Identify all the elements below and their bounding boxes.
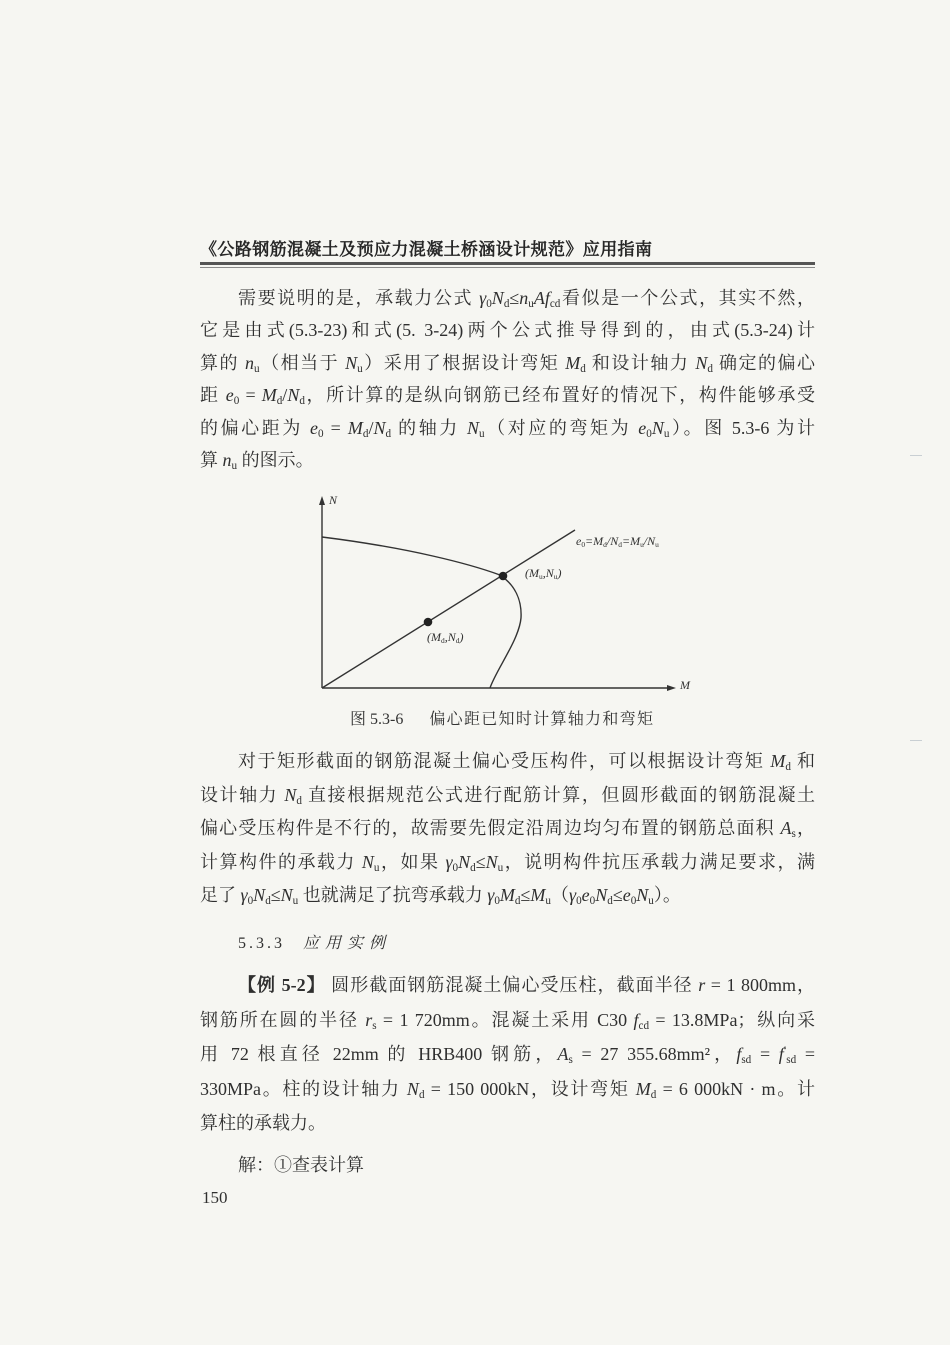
text-run: 足了: [200, 885, 241, 905]
point-ultimate-label: [525, 566, 561, 580]
math-subscript: d: [441, 636, 445, 646]
math-variable: M: [565, 352, 581, 373]
math-subscript: 0: [486, 298, 492, 311]
header-rule: [200, 262, 815, 265]
text-line: [200, 379, 815, 411]
math-subscript: s: [568, 1054, 573, 1067]
text-run: ≤: [612, 885, 623, 905]
text-run: = 150 000kN，设计弯矩: [424, 1078, 636, 1099]
math-variable: M: [499, 885, 515, 905]
math-symbol: [546, 566, 558, 580]
text-run: 设计轴力: [200, 784, 285, 805]
math-subscript: u: [497, 861, 504, 874]
math-variable: A: [780, 818, 792, 838]
point-ultimate: [499, 572, 508, 581]
n-axis-arrow: [319, 496, 325, 505]
text-run: ): [557, 566, 562, 580]
math-subscript: d: [299, 395, 305, 408]
text-run: ）。图 5.3-6 为计: [669, 417, 816, 438]
math-subscript: d: [296, 794, 302, 807]
math-variable: n: [245, 352, 255, 373]
math-variable: N: [280, 885, 293, 905]
math-subscript: u: [528, 298, 534, 311]
math-symbol: [445, 852, 458, 872]
math-variable: N: [636, 885, 649, 905]
math-subscript: 0: [576, 895, 582, 908]
math-variable: N: [545, 566, 554, 580]
text-run: 钢筋所在圆的半径: [200, 1009, 366, 1030]
text-line: [200, 1106, 815, 1141]
math-variable: N: [485, 851, 498, 872]
math-symbol: [530, 885, 551, 908]
math-variable: γ: [487, 885, 495, 905]
text-run: =: [621, 534, 631, 548]
math-subscript: 0: [247, 895, 254, 908]
math-symbol: [736, 1044, 752, 1067]
text-line: [200, 968, 815, 1003]
text-line: [200, 1003, 815, 1038]
math-symbol: [638, 418, 652, 438]
math-symbol: [491, 288, 510, 311]
math-prime: ′: [783, 1045, 787, 1058]
math-symbol: [407, 1079, 425, 1099]
math-subscript: d: [607, 895, 613, 908]
math-subscript: d: [503, 298, 510, 311]
math-subscript: 0: [317, 427, 324, 440]
text-run: 的图示。: [237, 449, 314, 470]
scan-mark: [910, 455, 922, 456]
math-symbol: [576, 534, 585, 548]
math-subscript: u: [648, 895, 654, 908]
text-line: [200, 1072, 815, 1107]
math-subscript: s: [372, 1019, 377, 1032]
section-title: 应用实例: [303, 935, 392, 952]
text-run: 用 72 根直径 22mm 的 HRB400 钢筋，: [200, 1044, 558, 1065]
math-symbol: [780, 818, 796, 841]
text-run: 算柱的承载力。: [200, 1113, 326, 1134]
math-variable: M: [529, 566, 539, 580]
text-run: =: [239, 385, 262, 406]
text-run: (: [427, 630, 431, 644]
math-symbol: [348, 418, 369, 438]
math-subscript: d: [455, 636, 460, 646]
math-symbol: [261, 385, 283, 408]
math-symbol: [253, 885, 271, 908]
page-number: 150: [202, 1188, 228, 1207]
math-variable: f: [633, 1009, 639, 1030]
math-variable: N: [595, 885, 608, 905]
math-symbol: [499, 885, 521, 908]
running-header: 《公路钢筋混凝土及预应力混凝土桥涵设计规范》应用指南: [200, 240, 653, 259]
math-subscript: d: [618, 540, 622, 550]
text-run: 看似是一个公式，其实不然，: [560, 288, 816, 308]
math-variable: f: [736, 1044, 742, 1065]
section-number: 5.3.3: [238, 935, 285, 952]
math-symbol: [695, 353, 713, 373]
text-run: 它是由式(5.3-23)和式(5. 3-24)两个公式推导得到的，由式(5.3-24)计: [200, 320, 815, 341]
math-subscript: sd: [786, 1054, 797, 1067]
math-symbol: [652, 418, 670, 438]
math-symbol: [222, 449, 238, 473]
capacity-curve: [322, 537, 521, 688]
text-line: [200, 314, 815, 346]
math-subscript: d: [276, 395, 283, 408]
math-variable: n: [519, 288, 529, 308]
math-variable: γ: [568, 885, 577, 905]
math-symbol: [240, 885, 254, 908]
math-subscript: u: [373, 861, 380, 874]
example-label: 【例 5-2】: [238, 975, 326, 995]
caption-number: 图 5.3-6: [350, 711, 404, 728]
text-run: ）。: [653, 885, 681, 905]
math-symbol: [448, 630, 460, 644]
m-axis-label: M: [680, 678, 690, 692]
text-run: /: [368, 417, 374, 438]
math-variable: N: [610, 534, 619, 548]
math-subscript: d: [707, 362, 713, 375]
math-subscript: d: [603, 540, 607, 550]
math-variable: N: [253, 885, 266, 905]
text-run: （: [550, 885, 569, 905]
interaction-diagram: [300, 490, 720, 705]
text-run: 对于矩形截面的钢筋混凝土偏心受压构件，可以根据设计弯矩: [238, 751, 771, 771]
text-line: [427, 630, 463, 644]
math-subscript: u: [553, 572, 558, 582]
math-subscript: 0: [581, 540, 586, 550]
text-run: 也就满足了抗弯承载力: [298, 885, 488, 905]
text-run: ，所计算的是纵向钢筋已经布置好的情况下，构件能够承受: [304, 385, 816, 406]
text-line: [200, 846, 815, 880]
text-run: =: [751, 1044, 779, 1065]
math-symbol: [634, 1010, 650, 1030]
text-run: = 1 800mm，: [705, 975, 815, 995]
math-subscript: cd: [638, 1019, 650, 1032]
math-subscript: d: [265, 895, 271, 908]
m-axis-arrow: [667, 685, 676, 691]
text-run: 距: [200, 385, 226, 406]
text-run: 330MPa。柱的设计轴力: [200, 1078, 407, 1099]
math-subscript: 0: [494, 895, 500, 908]
math-variable: γ: [479, 288, 487, 308]
math-symbol: [593, 534, 607, 548]
math-subscript: d: [418, 1088, 425, 1101]
math-variable: N: [647, 534, 656, 548]
math-symbol: [778, 1044, 797, 1067]
math-variable: M: [630, 534, 641, 548]
math-subscript: d: [362, 427, 369, 440]
math-subscript: 0: [630, 895, 637, 908]
math-variable: f: [778, 1044, 784, 1065]
math-variable: N: [406, 1078, 419, 1099]
math-variable: N: [491, 288, 504, 308]
n-axis-label: N: [329, 493, 338, 507]
header-rule-thin: [200, 267, 815, 268]
text-run: ）采用了根据设计弯矩: [362, 352, 566, 373]
math-variable: M: [347, 417, 363, 438]
math-variable: γ: [240, 885, 248, 905]
text-run: = 1 720mm。混凝土采用 C30: [376, 1009, 634, 1030]
math-symbol: [557, 1044, 573, 1067]
math-symbol: [647, 534, 659, 548]
text-run: /: [606, 534, 611, 548]
math-subscript: d: [514, 895, 521, 908]
text-run: 直接根据规范公式进行配筋计算，但圆形截面的钢筋混凝土: [301, 784, 816, 805]
text-run: 和: [791, 751, 815, 771]
math-variable: r: [365, 1009, 373, 1030]
math-variable: N: [284, 784, 297, 805]
eccentricity-line-label: [576, 534, 659, 548]
text-line: [200, 779, 815, 813]
math-symbol: [287, 385, 305, 408]
text-run: =: [585, 534, 594, 548]
text-line: [200, 812, 815, 846]
paragraph-1: [200, 282, 815, 476]
math-subscript: u: [545, 895, 551, 908]
text-run: 计算构件的承载力: [200, 851, 362, 872]
math-subscript: u: [231, 460, 238, 473]
math-symbol: [373, 418, 391, 438]
math-variable: N: [373, 417, 386, 438]
text-run: ,: [542, 566, 546, 580]
math-variable: M: [530, 885, 546, 905]
math-symbol: [533, 288, 561, 311]
text-run: ,: [444, 630, 448, 644]
math-symbol: [595, 885, 613, 908]
math-variable: N: [345, 352, 358, 373]
example-paragraph: [200, 968, 815, 1141]
math-symbol: [636, 1079, 657, 1099]
math-subscript: u: [655, 540, 659, 550]
text-line: [200, 1037, 815, 1072]
text-run: (: [525, 566, 529, 580]
scan-mark: [910, 740, 922, 741]
solution-line: 解：①查表计算: [238, 1155, 364, 1175]
math-subscript: 0: [589, 895, 596, 908]
math-subscript: d: [650, 1088, 657, 1101]
math-symbol: [487, 885, 500, 908]
text-run: =: [796, 1044, 816, 1065]
math-variable: N: [361, 851, 374, 872]
math-variable: M: [770, 751, 786, 771]
text-run: ): [459, 630, 464, 644]
eccentricity-line: [322, 530, 575, 688]
text-line: [200, 347, 815, 379]
text-run: 需要说明的是，承载力公式: [238, 288, 480, 308]
math-variable: e: [309, 417, 318, 438]
math-symbol: [345, 353, 363, 373]
math-subscript: 0: [233, 395, 240, 408]
math-symbol: [431, 630, 445, 644]
math-symbol: [581, 885, 596, 908]
section-heading: [238, 930, 391, 958]
text-run: 的轴力: [391, 417, 467, 438]
math-subscript: u: [292, 895, 299, 908]
math-subscript: d: [580, 362, 586, 375]
text-run: = 27 355.68mm²，: [572, 1044, 737, 1065]
math-subscript: u: [478, 427, 485, 440]
text-run: = 6 000kN · m。计: [656, 1078, 815, 1099]
math-variable: N: [287, 385, 300, 406]
math-symbol: [568, 885, 582, 908]
math-variable: N: [458, 851, 471, 872]
caption-text: 偏心距已知时计算轴力和弯矩: [429, 711, 655, 728]
math-subscript: d: [470, 861, 476, 874]
math-symbol: [622, 885, 637, 908]
text-line: [200, 745, 815, 779]
math-variable: M: [593, 534, 604, 548]
text-run: =: [323, 417, 348, 438]
figure-5-3-6: [300, 490, 720, 705]
math-variable: e: [638, 417, 647, 438]
text-run: 确定的偏心: [713, 352, 816, 373]
text-line: [200, 282, 815, 314]
text-run: （对应的弯矩为: [484, 417, 639, 438]
text-run: 的偏心距为: [200, 417, 310, 438]
text-run: = 13.8MPa；纵向采: [649, 1009, 816, 1030]
math-symbol: [630, 534, 644, 548]
math-symbol: [519, 288, 534, 311]
math-variable: Af: [533, 288, 550, 308]
math-variable: e: [581, 885, 590, 905]
math-symbol: [225, 385, 240, 408]
text-run: /: [643, 534, 648, 548]
math-symbol: [610, 534, 622, 548]
math-symbol: [362, 852, 380, 872]
math-symbol: [284, 785, 302, 805]
text-run: 圆形截面钢筋混凝土偏心受压柱，截面半径: [325, 975, 699, 995]
math-symbol: [486, 852, 504, 872]
text-line: [576, 534, 659, 548]
math-subscript: u: [640, 540, 644, 550]
math-subscript: cd: [549, 298, 561, 311]
text-run: ，: [795, 818, 816, 838]
point-design: [424, 618, 433, 627]
math-symbol: [310, 418, 324, 438]
math-symbol: [467, 418, 485, 438]
text-run: 算: [200, 449, 223, 470]
text-line: [200, 444, 815, 476]
math-variable: e: [225, 385, 234, 406]
math-variable: M: [431, 630, 441, 644]
text-run: /: [282, 385, 288, 406]
math-symbol: [479, 288, 492, 311]
math-symbol: [245, 353, 260, 373]
math-symbol: [770, 751, 791, 774]
math-symbol: [565, 353, 586, 373]
text-line: [200, 412, 815, 444]
math-variable: e: [622, 885, 631, 905]
text-run: ≤: [270, 885, 281, 905]
math-variable: A: [557, 1044, 569, 1065]
text-run: ≤: [520, 885, 531, 905]
paragraph-2: [200, 745, 815, 913]
math-symbol: [458, 852, 476, 872]
text-line: [525, 566, 561, 580]
math-variable: N: [466, 417, 479, 438]
math-variable: γ: [445, 851, 453, 872]
math-subscript: u: [357, 362, 363, 375]
math-subscript: d: [385, 427, 392, 440]
math-subscript: u: [663, 427, 670, 440]
math-variable: N: [447, 630, 456, 644]
math-subscript: 0: [646, 427, 652, 440]
math-subscript: u: [539, 572, 543, 582]
math-variable: M: [635, 1078, 651, 1099]
math-subscript: 0: [452, 861, 459, 874]
math-symbol: [529, 566, 543, 580]
math-subscript: d: [785, 761, 791, 774]
math-variable: r: [698, 975, 706, 995]
point-design-label: [427, 630, 463, 644]
math-symbol: [365, 1010, 376, 1030]
text-run: （相当于: [259, 352, 346, 373]
text-run: 算的: [200, 352, 246, 373]
figure-caption: [350, 709, 654, 731]
math-variable: N: [695, 352, 708, 373]
text-run: ≤: [475, 851, 486, 872]
text-run: 和设计轴力: [585, 352, 696, 373]
math-subscript: s: [791, 828, 796, 841]
text-run: 偏心受压构件是不行的，故需要先假定沿周边均匀布置的钢筋总面积: [200, 818, 781, 838]
math-variable: N: [651, 417, 664, 438]
text-run: ，如果: [379, 851, 446, 872]
math-variable: e: [576, 534, 582, 548]
math-variable: M: [261, 385, 277, 406]
math-symbol: [280, 885, 299, 908]
text-run: ≤: [509, 288, 520, 308]
math-subscript: sd: [741, 1054, 752, 1067]
text-line: [200, 879, 815, 913]
math-symbol: [636, 885, 654, 908]
math-variable: n: [222, 449, 232, 470]
math-subscript: u: [254, 362, 260, 375]
text-run: ，说明构件抗压承载力满足要求，满: [503, 851, 816, 872]
